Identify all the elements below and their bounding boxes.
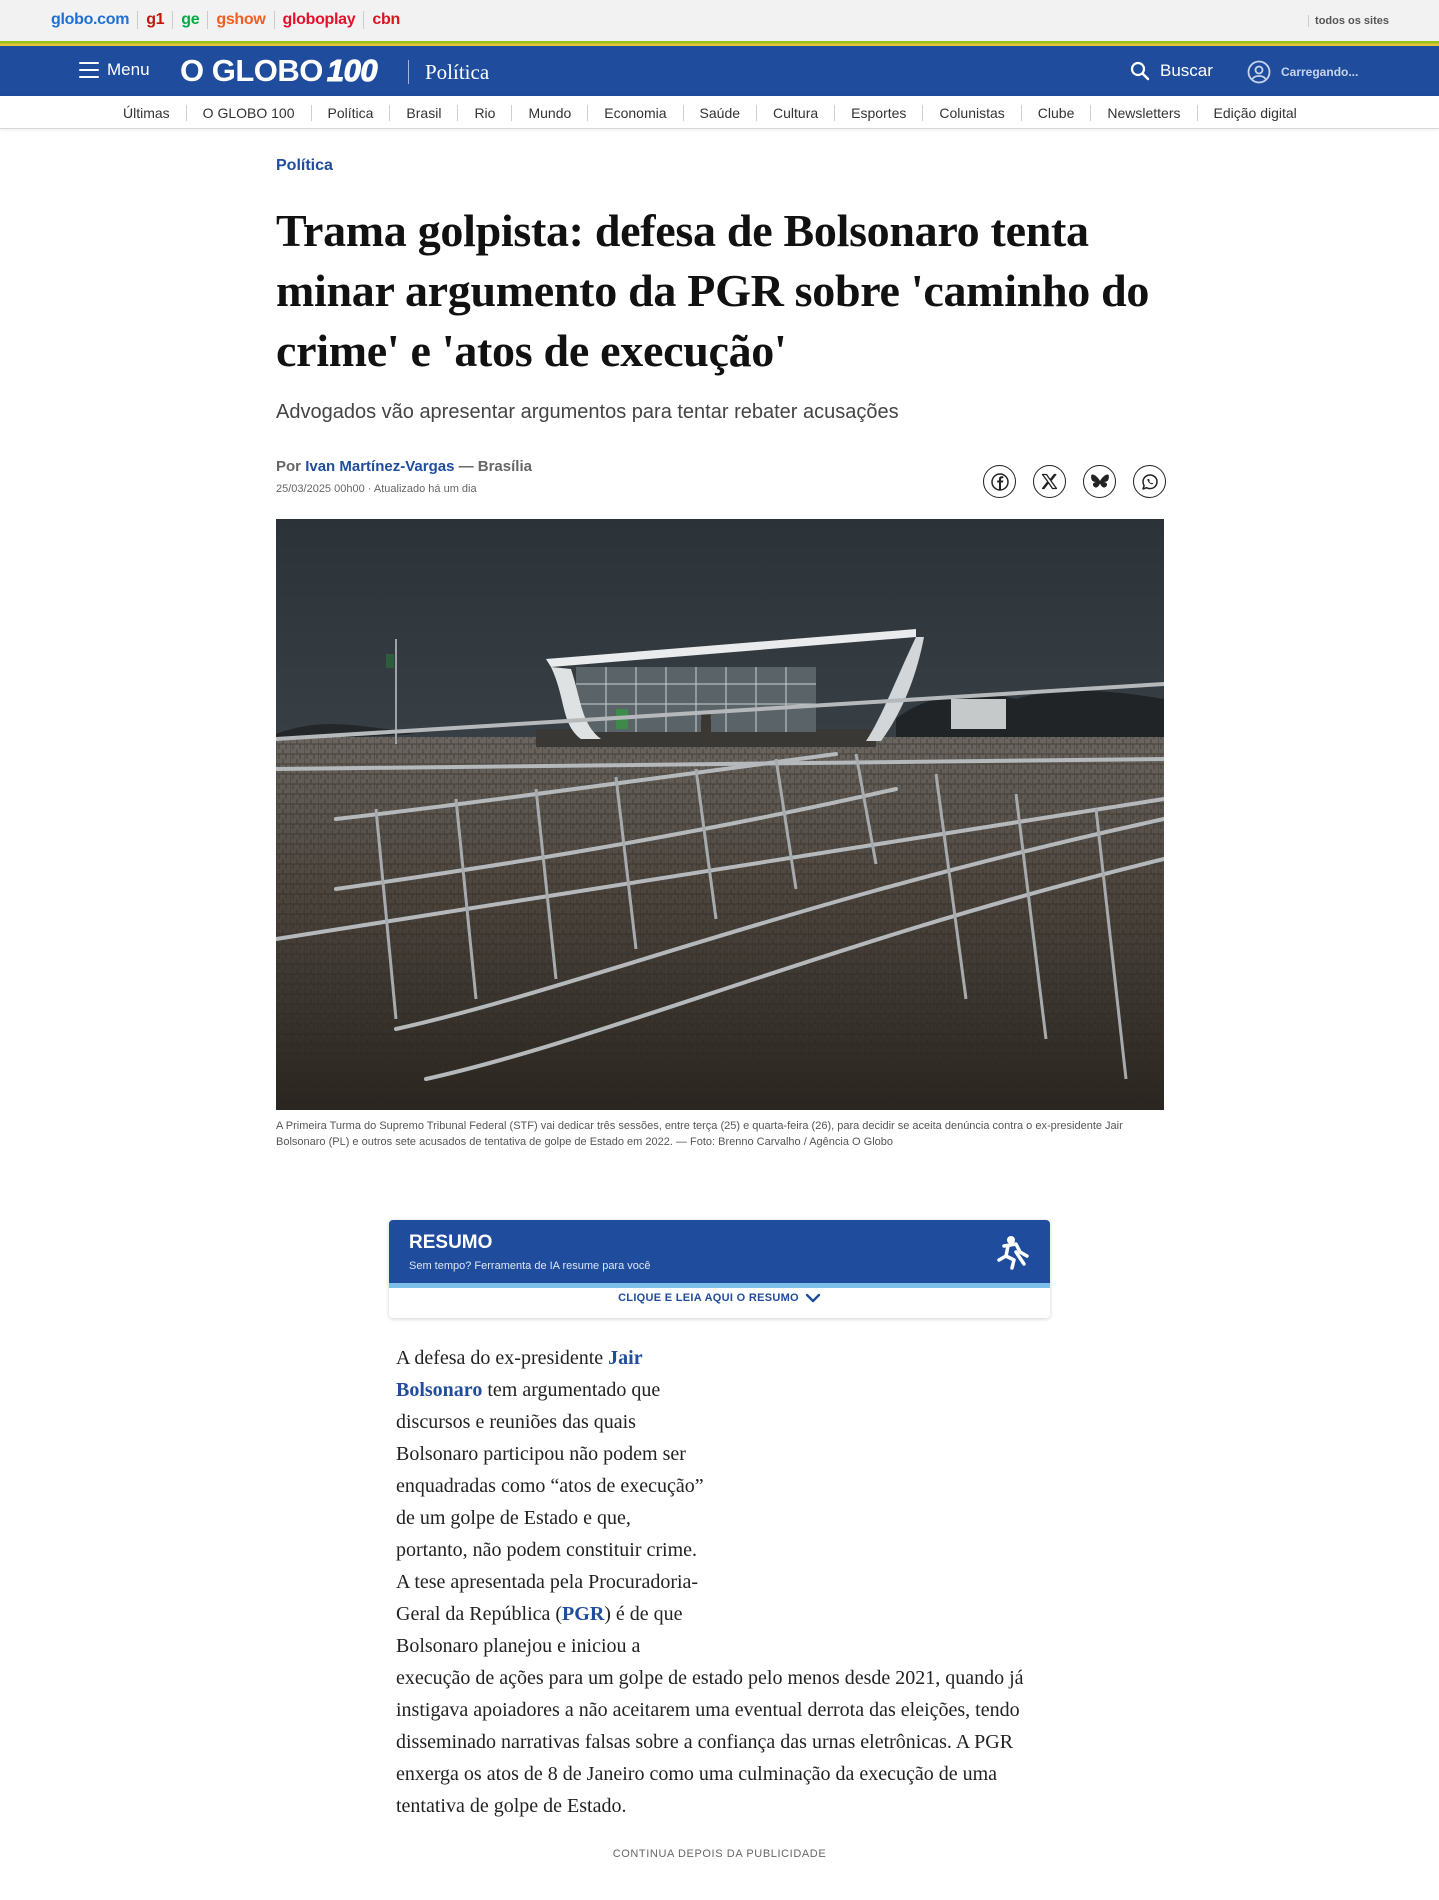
- share-buttons: [983, 465, 1166, 498]
- nav-item[interactable]: Colunistas: [923, 105, 1021, 121]
- brand-link-3[interactable]: gshow: [208, 11, 274, 29]
- nav-item[interactable]: Política: [312, 105, 391, 121]
- nav-item[interactable]: Newsletters: [1091, 105, 1197, 121]
- nav-item[interactable]: Últimas: [107, 105, 187, 121]
- share-bluesky-button[interactable]: [1083, 465, 1116, 498]
- nav-item[interactable]: Esportes: [835, 105, 923, 121]
- x-icon: [1041, 473, 1058, 490]
- nav-item[interactable]: Mundo: [512, 105, 588, 121]
- facebook-icon: [991, 473, 1009, 491]
- ai-summary-header: [389, 1220, 1050, 1288]
- header-divider: [408, 60, 409, 84]
- chevron-down-icon: [805, 1292, 821, 1304]
- brand-link-5[interactable]: cbn: [372, 11, 400, 28]
- nav-item[interactable]: Saúde: [684, 105, 757, 121]
- logo-100: 100: [326, 53, 378, 88]
- menu-label: Menu: [107, 60, 150, 79]
- section-nav: [0, 96, 1439, 129]
- brand-link-1[interactable]: g1: [138, 11, 173, 29]
- byline: [276, 458, 532, 475]
- share-whatsapp-button[interactable]: [1133, 465, 1166, 498]
- article-title: Trama golpista: defesa de Bolsonaro tenta minar argumento da PGR sobre 'caminho do crime' e 'atos de execução': [276, 205, 1150, 376]
- byline-prefix: Por: [276, 458, 302, 475]
- paragraph-text: A defesa do ex-presidente: [396, 1347, 609, 1369]
- ad-label: CONTINUA DEPOIS DA PUBLICIDADE: [612, 1848, 827, 1860]
- ai-summary-title: RESUMO: [409, 1232, 493, 1253]
- nav-item[interactable]: Brasil: [390, 105, 458, 121]
- site-logo[interactable]: [180, 54, 377, 88]
- brand-link-0[interactable]: globo.com: [51, 11, 138, 29]
- search-button[interactable]: [1130, 61, 1213, 81]
- nav-item[interactable]: Economia: [588, 105, 683, 121]
- link-jair-bolsonaro[interactable]: Jair Bolsonaro: [396, 1347, 643, 1401]
- whatsapp-icon: [1140, 472, 1160, 492]
- photo-caption: A Primeira Turma do Supremo Tribunal Federal (STF) vai dedicar três sessões, entre terça (25) e quarta-feira (26), para decidir se aceita denúncia contra o ex-presidente Jair Bolsonaro (PL) e outros sete acusados de tentativa de golpe de Estado em 2022. — Foto: Brenno Carvalho / Agência O Globo: [276, 1120, 1123, 1148]
- nav-list: [107, 105, 1313, 121]
- stf-building-photo: [276, 519, 1164, 1110]
- search-label: Buscar: [1160, 61, 1213, 80]
- ad-slot-float: [706, 1342, 1036, 1652]
- network-bar: [0, 0, 1439, 41]
- article-photo[interactable]: [276, 519, 1164, 1110]
- all-sites-link[interactable]: todos os sites: [1308, 15, 1389, 27]
- running-person-icon: [994, 1234, 1032, 1272]
- hamburger-icon: [79, 62, 99, 78]
- article-subtitle: Advogados vão apresentar argumentos para tentar rebater acusações: [276, 401, 899, 423]
- paragraph-text: ) é de que Bolsonaro planejou e iniciou a execução de ações para um golpe de estado pelo menos desde 2021, quando já instigava apoiadores a não aceitarem uma eventual derrota das eleições, tendo disseminado narrativas falsas sobre a confiança das urnas eletrônicas. A PGR enxerga os atos de 8 de Janeiro como uma culminação da execução de uma tentativa de golpe de Estado.: [396, 1603, 1024, 1817]
- ai-summary-expand-button[interactable]: [389, 1292, 1050, 1304]
- article-kicker[interactable]: Política: [276, 157, 333, 174]
- link-pgr[interactable]: PGR: [562, 1603, 605, 1625]
- search-icon: [1130, 61, 1150, 81]
- ai-summary-cta-label: CLIQUE E LEIA AQUI O RESUMO: [618, 1292, 799, 1304]
- network-brands: [51, 11, 408, 29]
- nav-item[interactable]: Rio: [458, 105, 512, 121]
- menu-button[interactable]: [79, 60, 150, 80]
- ai-summary-subtitle: Sem tempo? Ferramenta de IA resume para você: [409, 1260, 651, 1272]
- section-link[interactable]: Política: [425, 60, 490, 84]
- user-icon: [1247, 60, 1271, 84]
- brand-link-4[interactable]: globoplay: [275, 11, 365, 29]
- ai-summary-box: [389, 1220, 1050, 1318]
- byline-location: — Brasília: [458, 458, 532, 475]
- nav-item[interactable]: Edição digital: [1213, 105, 1297, 121]
- nav-item[interactable]: Cultura: [757, 105, 835, 121]
- nav-item[interactable]: Clube: [1022, 105, 1092, 121]
- nav-item[interactable]: O GLOBO 100: [187, 105, 312, 121]
- user-account-button[interactable]: [1247, 60, 1358, 84]
- publish-date: 25/03/2025 00h00 · Atualizado há um dia: [276, 483, 477, 495]
- author-link[interactable]: Ivan Martínez-Vargas: [305, 458, 455, 475]
- share-facebook-button[interactable]: [983, 465, 1016, 498]
- site-header: [0, 46, 1439, 96]
- logo-text: O GLOBO: [180, 53, 323, 88]
- brand-link-2[interactable]: ge: [173, 11, 208, 29]
- share-x-button[interactable]: [1033, 465, 1066, 498]
- article-body: [396, 1342, 1036, 1822]
- paragraph-text: tem argumentado que discursos e reuniões das quais Bolsonaro participou não podem ser enquadradas como “atos de execução” de um golpe de Estado e que, portanto, não podem constituir crime. A tese apresentada pela Procuradoria-Geral da República (: [396, 1379, 704, 1625]
- bluesky-icon: [1090, 473, 1110, 491]
- user-status: Carregando...: [1281, 65, 1359, 79]
